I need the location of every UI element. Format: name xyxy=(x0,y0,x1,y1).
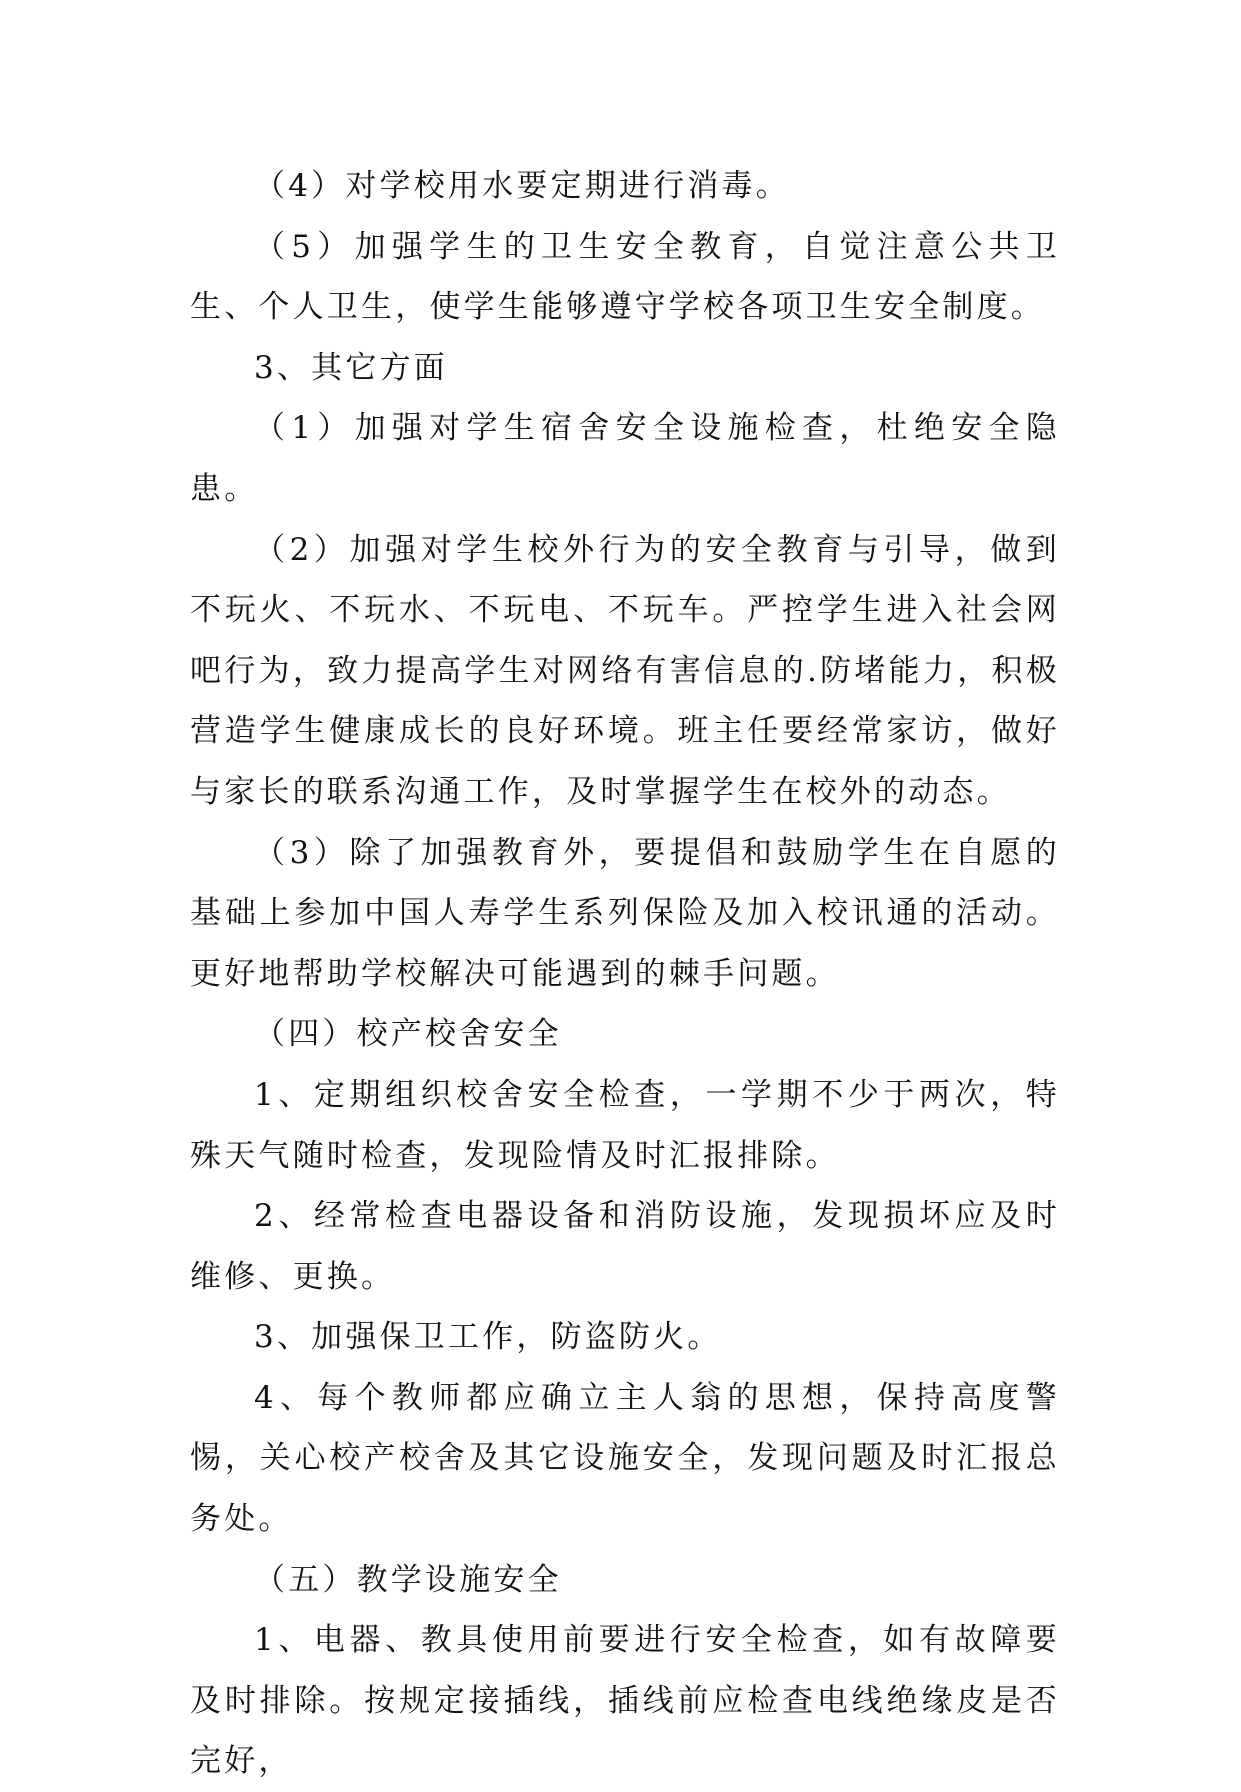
heading-other-aspects: 3、其它方面 xyxy=(254,349,448,386)
paragraph-insurance: （3）除了加强教育外，要提倡和鼓励学生在自愿的基础上参加中国人寿学生系列保险及加入校讯通的活动。更好地帮助学校解决可能遇到的棘手问题。 xyxy=(190,834,1060,992)
paragraph-teacher-vigilance: 4、每个教师都应确立主人翁的思想，保持高度警惕，关心校产校舍及其它设施安全，发现问题及时汇报总务处。 xyxy=(190,1379,1060,1538)
paragraph-dormitory-inspection: （1）加强对学生宿舍安全设施检查，杜绝安全隐患。 xyxy=(190,410,1060,507)
paragraph-electrical-check: 1、电器、教具使用前要进行安全检查，如有故障要及时排除。按规定接插线，插线前应检查电线绝缘皮是否完好， xyxy=(190,1622,1060,1780)
document-body xyxy=(190,156,1060,1792)
paragraph-off-campus-behavior: （2）加强对学生校外行为的安全教育与引导，做到不玩火、不玩水、不玩电、不玩车。严控学生进入社会网吧行为，致力提高学生对网络有害信息的.防堵能力，积极营造学生健康成长的良好环境。班主任要经常家访，做好与家长的联系沟通工作，及时掌握学生在校外的动态。 xyxy=(190,531,1060,810)
paragraph-water-disinfection: （4）对学校用水要定期进行消毒。 xyxy=(254,168,790,204)
heading-teaching-facility-safety: （五）教学设施安全 xyxy=(254,1561,562,1598)
heading-school-property-safety: （四）校产校舍安全 xyxy=(254,1016,562,1053)
paragraph-building-inspection: 1、定期组织校舍安全检查，一学期不少于两次，特殊天气随时检查，发现险情及时汇报排除。 xyxy=(190,1076,1060,1174)
paragraph-security-work: 3、加强保卫工作，防盗防火。 xyxy=(254,1319,722,1356)
paragraph-equipment-check: 2、经常检查电器设备和消防设施，发现损坏应及时维修、更换。 xyxy=(190,1198,1060,1295)
paragraph-hygiene-education: （5）加强学生的卫生安全教育，自觉注意公共卫生、个人卫生，使学生能够遵守学校各项卫生安全制度。 xyxy=(190,228,1060,326)
